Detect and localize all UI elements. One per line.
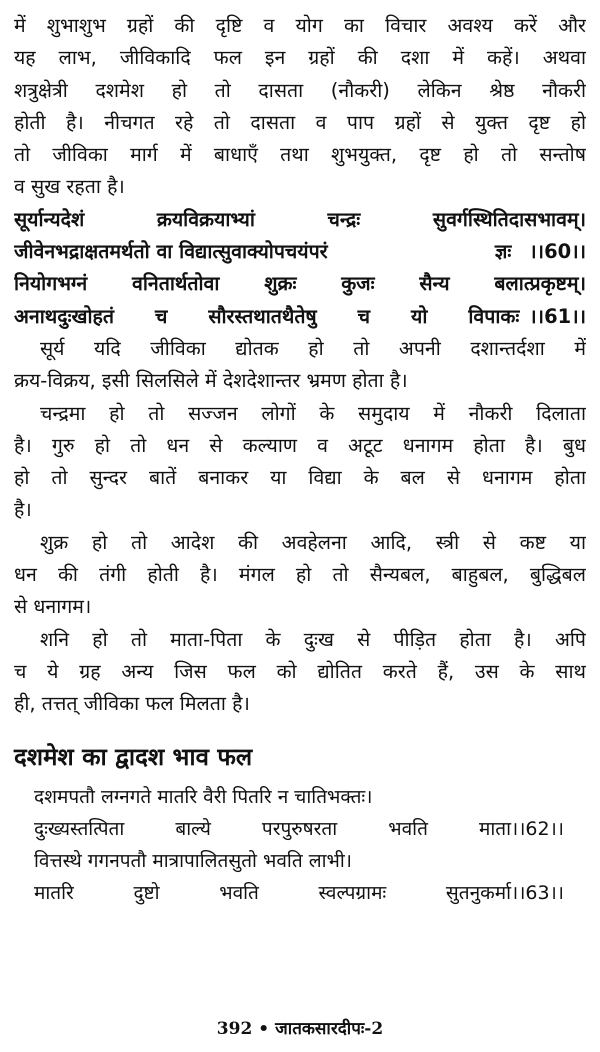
- text-line: से धनागम।: [14, 595, 92, 619]
- text-line: यह लाभ, जीविकादि फल इन ग्रहों की दशा में कहें। अथवा: [14, 46, 586, 70]
- section-heading: दशमेश का द्वादश भाव फल: [14, 742, 253, 771]
- verse-line: मातरि दुष्टो भवति स्वल्पग्रामः सुतनुकर्मा।।63।।: [34, 882, 564, 905]
- page-footer: [0, 1016, 600, 1039]
- book-title: जातकसारदीपः-2: [275, 1019, 384, 1039]
- paragraph-4: [14, 527, 586, 624]
- text-line: शुक्र हो तो आदेश की अवहेलना आदि, स्त्री से कष्ट या: [40, 530, 586, 554]
- verse-line-60: [14, 236, 586, 268]
- verse-line: दुःख्यस्तत्पिता बाल्ये परपुरुषरता भवति माता।।62।।: [34, 817, 564, 840]
- page-body: [14, 10, 586, 910]
- text-line: सूर्य यदि जीविका द्योतक हो तो अपनी दशान्तर्दशा में: [40, 336, 586, 360]
- bullet-separator: •: [258, 1019, 270, 1039]
- text-line: चन्द्रमा हो तो सज्जन लोगों के समुदाय में नौकरी दिलाता: [40, 401, 586, 425]
- text-line: है। गुरु हो तो धन से कल्याण व अटूट धनागम होता है। बुध: [14, 433, 586, 457]
- paragraph-5: [14, 624, 586, 721]
- verse-text: अनाथदुःखोहतं च सौरस्तथातथैतेषु च यो विपाकः: [14, 304, 520, 328]
- text-line: क्रय-विक्रय, इसी सिलसिले में देशदेशान्तर भ्रमण होता है।: [14, 369, 408, 393]
- text-line: शनि हो तो माता-पिता के दुःख से पीड़ित होता है। अपि: [40, 627, 586, 651]
- text-line: हो तो सुन्दर बातें बनाकर या विद्या के बल से धनागम होता: [14, 466, 586, 490]
- paragraph-1: [14, 10, 586, 204]
- text-line: होती है। नीचगत रहे तो दासता व पाप ग्रहों से युक्त दृष्ट हो: [14, 110, 586, 134]
- text-line: शत्रुक्षेत्री दशमेश हो तो दासता (नौकरी) लेकिन श्रेष्ठ नौकरी: [14, 78, 586, 102]
- text-line: ही, तत्तत् जीविका फल मिलता है।: [14, 692, 250, 716]
- verse-line: सूर्यान्यदेशं क्रयविक्रयाभ्यां चन्द्रः सुवर्गस्थितिदासभावम्।: [14, 207, 586, 231]
- text-line: व सुख रहता है।: [14, 175, 125, 199]
- text-line: है।: [14, 498, 32, 522]
- verse-line-61: [14, 301, 586, 333]
- text-line: तो जीविका मार्ग में बाधाएँ तथा शुभयुक्त, दृष्ट हो तो सन्तोष: [14, 143, 586, 167]
- verse-text: जीवेनभद्राक्षतमर्थतो वा विद्यात्सुवाक्योपचयंपरं: [14, 240, 328, 264]
- sanskrit-verses-62-63: [14, 781, 586, 910]
- text-line: में शुभाशुभ ग्रहों की दृष्टि व योग का विचार अवश्य करें और: [14, 14, 586, 37]
- section-gap: [14, 721, 586, 735]
- verse-line: वित्तस्थे गगनपतौ मात्रापालितसुतो भवति लाभी।: [34, 850, 352, 873]
- sanskrit-verses-60-61: [14, 204, 586, 333]
- text-line: च ये ग्रह अन्य जिस फल को द्योतित करते हैं, उस के साथ: [14, 659, 586, 683]
- verse-line: दशमपतौ लग्नगते मातरि वैरी पितरि न चातिभक्तः।: [34, 785, 373, 808]
- paragraph-3: [14, 398, 586, 527]
- verse-line: नियोगभग्नं वनितार्थतोवा शुक्रः कुजः सैन्य बलात्प्रकृष्टम्।: [14, 272, 586, 296]
- page-number: 392: [216, 1019, 253, 1039]
- verse-number: ।।60।।: [529, 240, 586, 264]
- text-line: धन की तंगी होती है। मंगल हो तो सैन्यबल, बाहुबल, बुद्धिबल: [14, 563, 586, 587]
- paragraph-2: [14, 333, 586, 398]
- verse-word: ज्ञः: [494, 240, 512, 264]
- verse-number: ।।61।।: [529, 304, 586, 328]
